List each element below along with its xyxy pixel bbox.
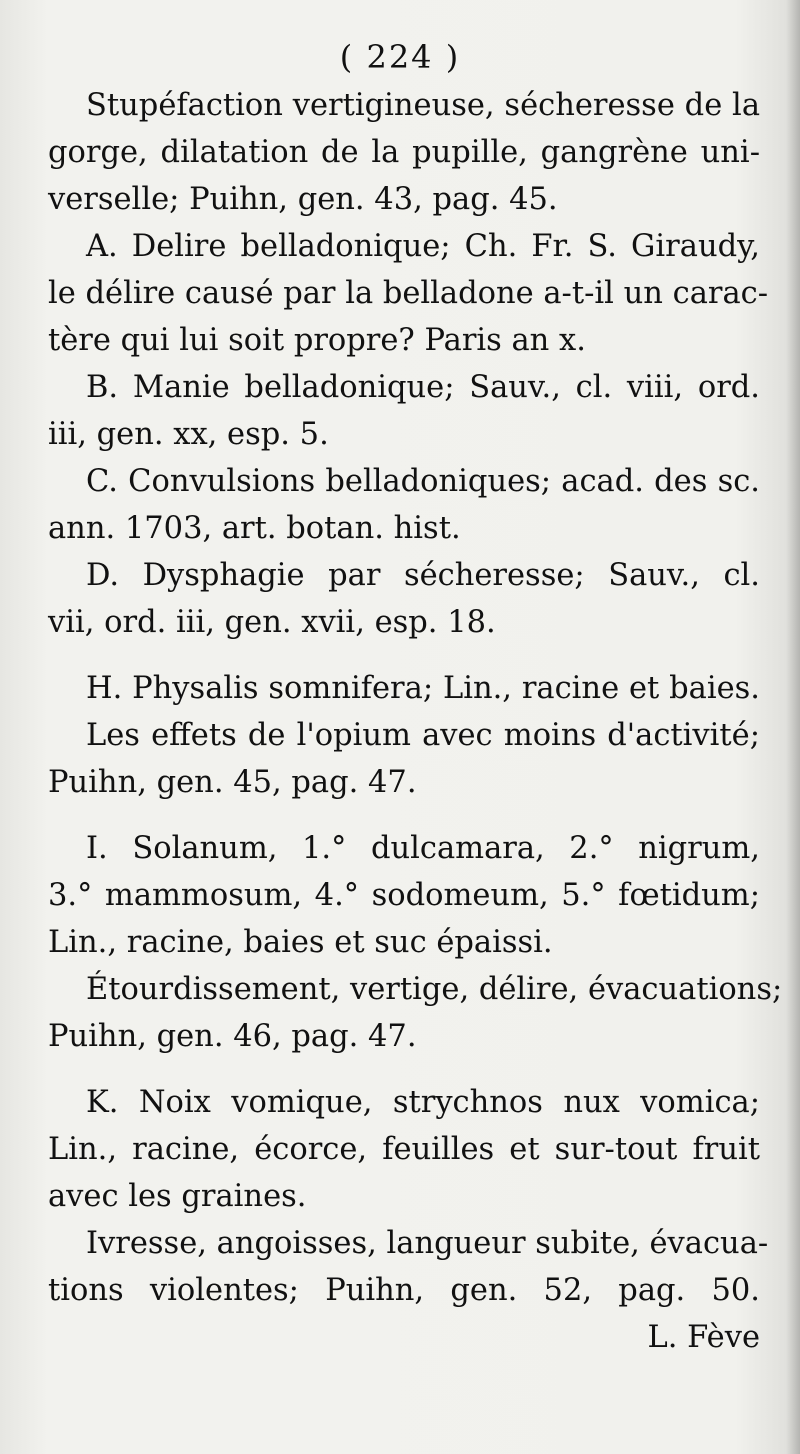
page-number: ( 224 ) [339, 38, 461, 76]
text-line: A. Delire belladonique; Ch. Fr. S. Giraudy, [86, 229, 760, 264]
text-line: Étourdissement, vertige, délire, évacuations; [86, 972, 783, 1007]
text-line: le délire causé par la belladone a-t-il un carac- [48, 276, 769, 311]
text-line: iii, gen. xx, esp. 5. [48, 417, 329, 452]
text-line: 3.° mammosum, 4.° sodomeum, 5.° fœtidum; [48, 878, 760, 913]
page-edge-shadow [786, 0, 800, 1454]
text-line: Puihn, gen. 45, pag. 47. [48, 765, 417, 800]
text-line: ann. 1703, art. botan. hist. [48, 511, 461, 546]
text-line: Lin., racine, baies et suc épaissi. [48, 925, 553, 960]
text-line: gorge, dilatation de la pupille, gangrène uni- [48, 135, 760, 170]
text-line: vii, ord. iii, gen. xvii, esp. 18. [48, 605, 496, 640]
text-line: I. Solanum, 1.° dulcamara, 2.° nigrum, [86, 831, 760, 866]
text-line: avec les graines. [48, 1179, 307, 1214]
text-line: verselle; Puihn, gen. 43, pag. 45. [48, 182, 558, 217]
text-line: Les effets de l'opium avec moins d'activité; [86, 718, 760, 753]
text-line: tions violentes; Puihn, gen. 52, pag. 50. [48, 1273, 760, 1308]
page-body [48, 82, 783, 1361]
text-line: K. Noix vomique, strychnos nux vomica; [86, 1085, 760, 1120]
text-line: Puihn, gen. 46, pag. 47. [48, 1019, 417, 1054]
text-line: B. Manie belladonique; Sauv., cl. viii, ord. [86, 370, 760, 405]
text-line: tère qui lui soit propre? Paris an x. [48, 323, 586, 358]
text-line: Stupéfaction vertigineuse, sécheresse de la [86, 88, 760, 123]
text-line: C. Convulsions belladoniques; acad. des sc. [86, 464, 760, 499]
text-line: Ivresse, angoisses, langueur subite, évacua- [86, 1226, 769, 1261]
text-line: D. Dysphagie par sécheresse; Sauv., cl. [86, 558, 760, 593]
catchword: L. Fève [647, 1320, 760, 1355]
text-line: Lin., racine, écorce, feuilles et sur-tout fruit [48, 1132, 760, 1167]
text-line: H. Physalis somnifera; Lin., racine et baies. [86, 671, 760, 706]
